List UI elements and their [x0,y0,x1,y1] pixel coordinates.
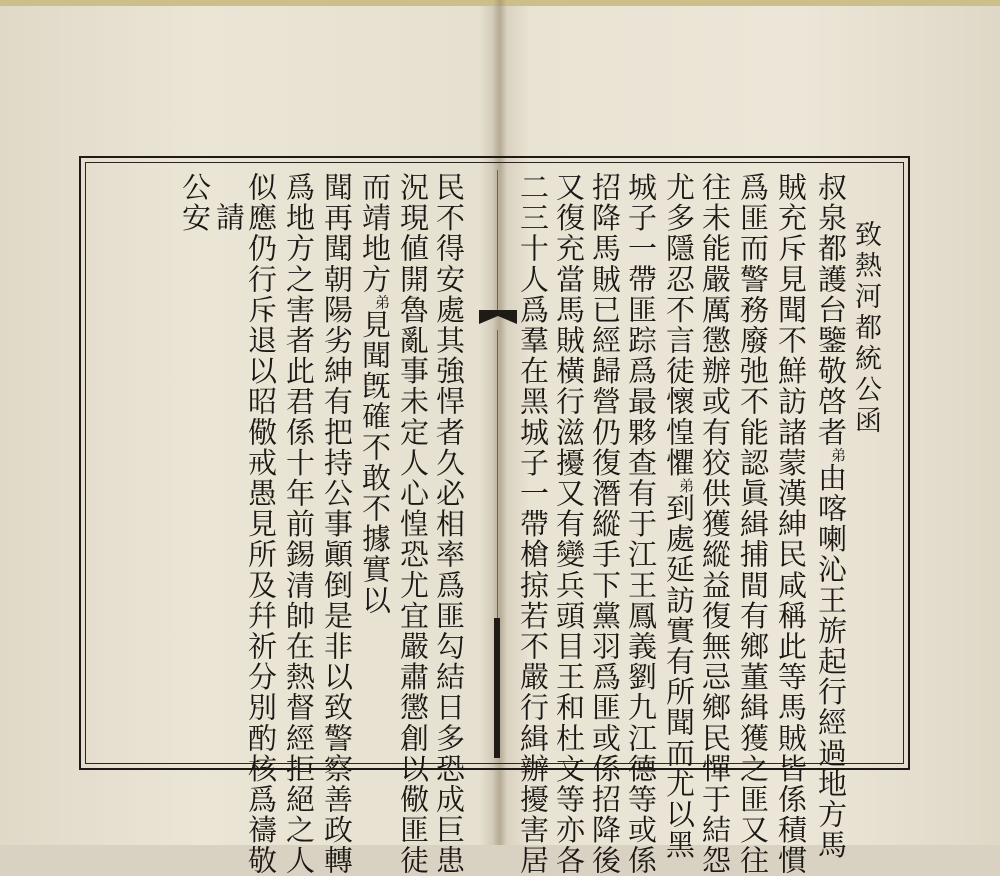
column-text-segment: 況現値開魯亂事未定人心惶恐尤宜嚴肅懲創以儆匪徒 [396,172,430,876]
column-text-segment: 由喀喇沁王旂起行經過地方馬 [814,462,848,861]
text-column [282,172,316,876]
column-text-segment: 往未能嚴厲懲辦或有狡供獲縱益復無忌鄉民憚于結怨 [698,172,732,876]
column-text-segment: 請 [212,202,246,233]
text-column [212,202,246,233]
honorific-small-text: 弟 [677,478,695,493]
column-text-segment: 公安 [178,172,212,234]
text-column [244,172,278,876]
letter-title: 致熱河都統公函 [850,220,881,437]
column-text-segment: 爲匪而警務廢弛不能認眞緝捕間有鄉董緝獲之匪又往 [736,172,770,876]
column-text-segment: 民不得安處其強悍者久必相率爲匪勾結日多恐成巨患 [432,172,466,876]
text-column [432,172,466,876]
text-column [624,172,658,876]
column-text-segment: 叔泉都護台鑒敬啓者 [814,172,848,448]
text-column [698,172,732,876]
text-column [320,172,354,876]
text-column [774,172,808,876]
column-text-segment: 到處延訪實有所聞而尤以黑 [662,493,696,861]
center-column-bar [494,618,500,758]
text-column [516,172,550,876]
text-column [178,172,212,234]
column-text-segment: 城子一帶匪踪爲最夥查有于江王鳳義劉九江德等或係 [624,172,658,876]
column-text-segment: 似應仍行斥退以昭儆戒愚見所及幷祈分別酌核爲禱敬 [244,172,278,876]
column-text-segment: 聞再聞朝陽劣紳有把持公事顚倒是非以致警察善政轉 [320,172,354,876]
center-column-line-mid [497,330,498,620]
column-text-segment: 招降馬賊已經歸營仍復潛縱手下黨羽爲匪或係招降後 [588,172,622,876]
column-text-segment: 又復充當馬賊橫行滋擾又有變兵頭目王和杜文等亦各 [552,172,586,876]
text-column [396,172,430,876]
column-text-segment: 尤多隱忍不言徒懷惶懼 [662,172,696,478]
fishtail-mark-icon [479,310,517,324]
text-column [814,172,848,861]
column-text-segment: 賊充斥見聞不鮮訪諸蒙漢紳民咸稱此等馬賊皆係積慣 [774,172,808,876]
column-text-segment: 二三十人爲羣在黑城子一帶槍掠若不嚴行緝辦擾害居 [516,172,550,876]
text-column [662,172,696,861]
text-column [588,172,622,876]
text-column [358,172,392,616]
honorific-small-text: 弟 [829,447,847,463]
center-column-line-top [497,170,498,310]
column-text-segment: 而靖地方 [358,172,392,295]
text-column [552,172,586,876]
column-text-segment: 見聞旣確不敢不據實以 [358,309,392,616]
text-column [736,172,770,876]
honorific-small-text: 弟 [373,294,391,310]
column-text-segment: 爲地方之害者此君係十年前錫清帥在熱督經拒絕之人 [282,172,316,876]
